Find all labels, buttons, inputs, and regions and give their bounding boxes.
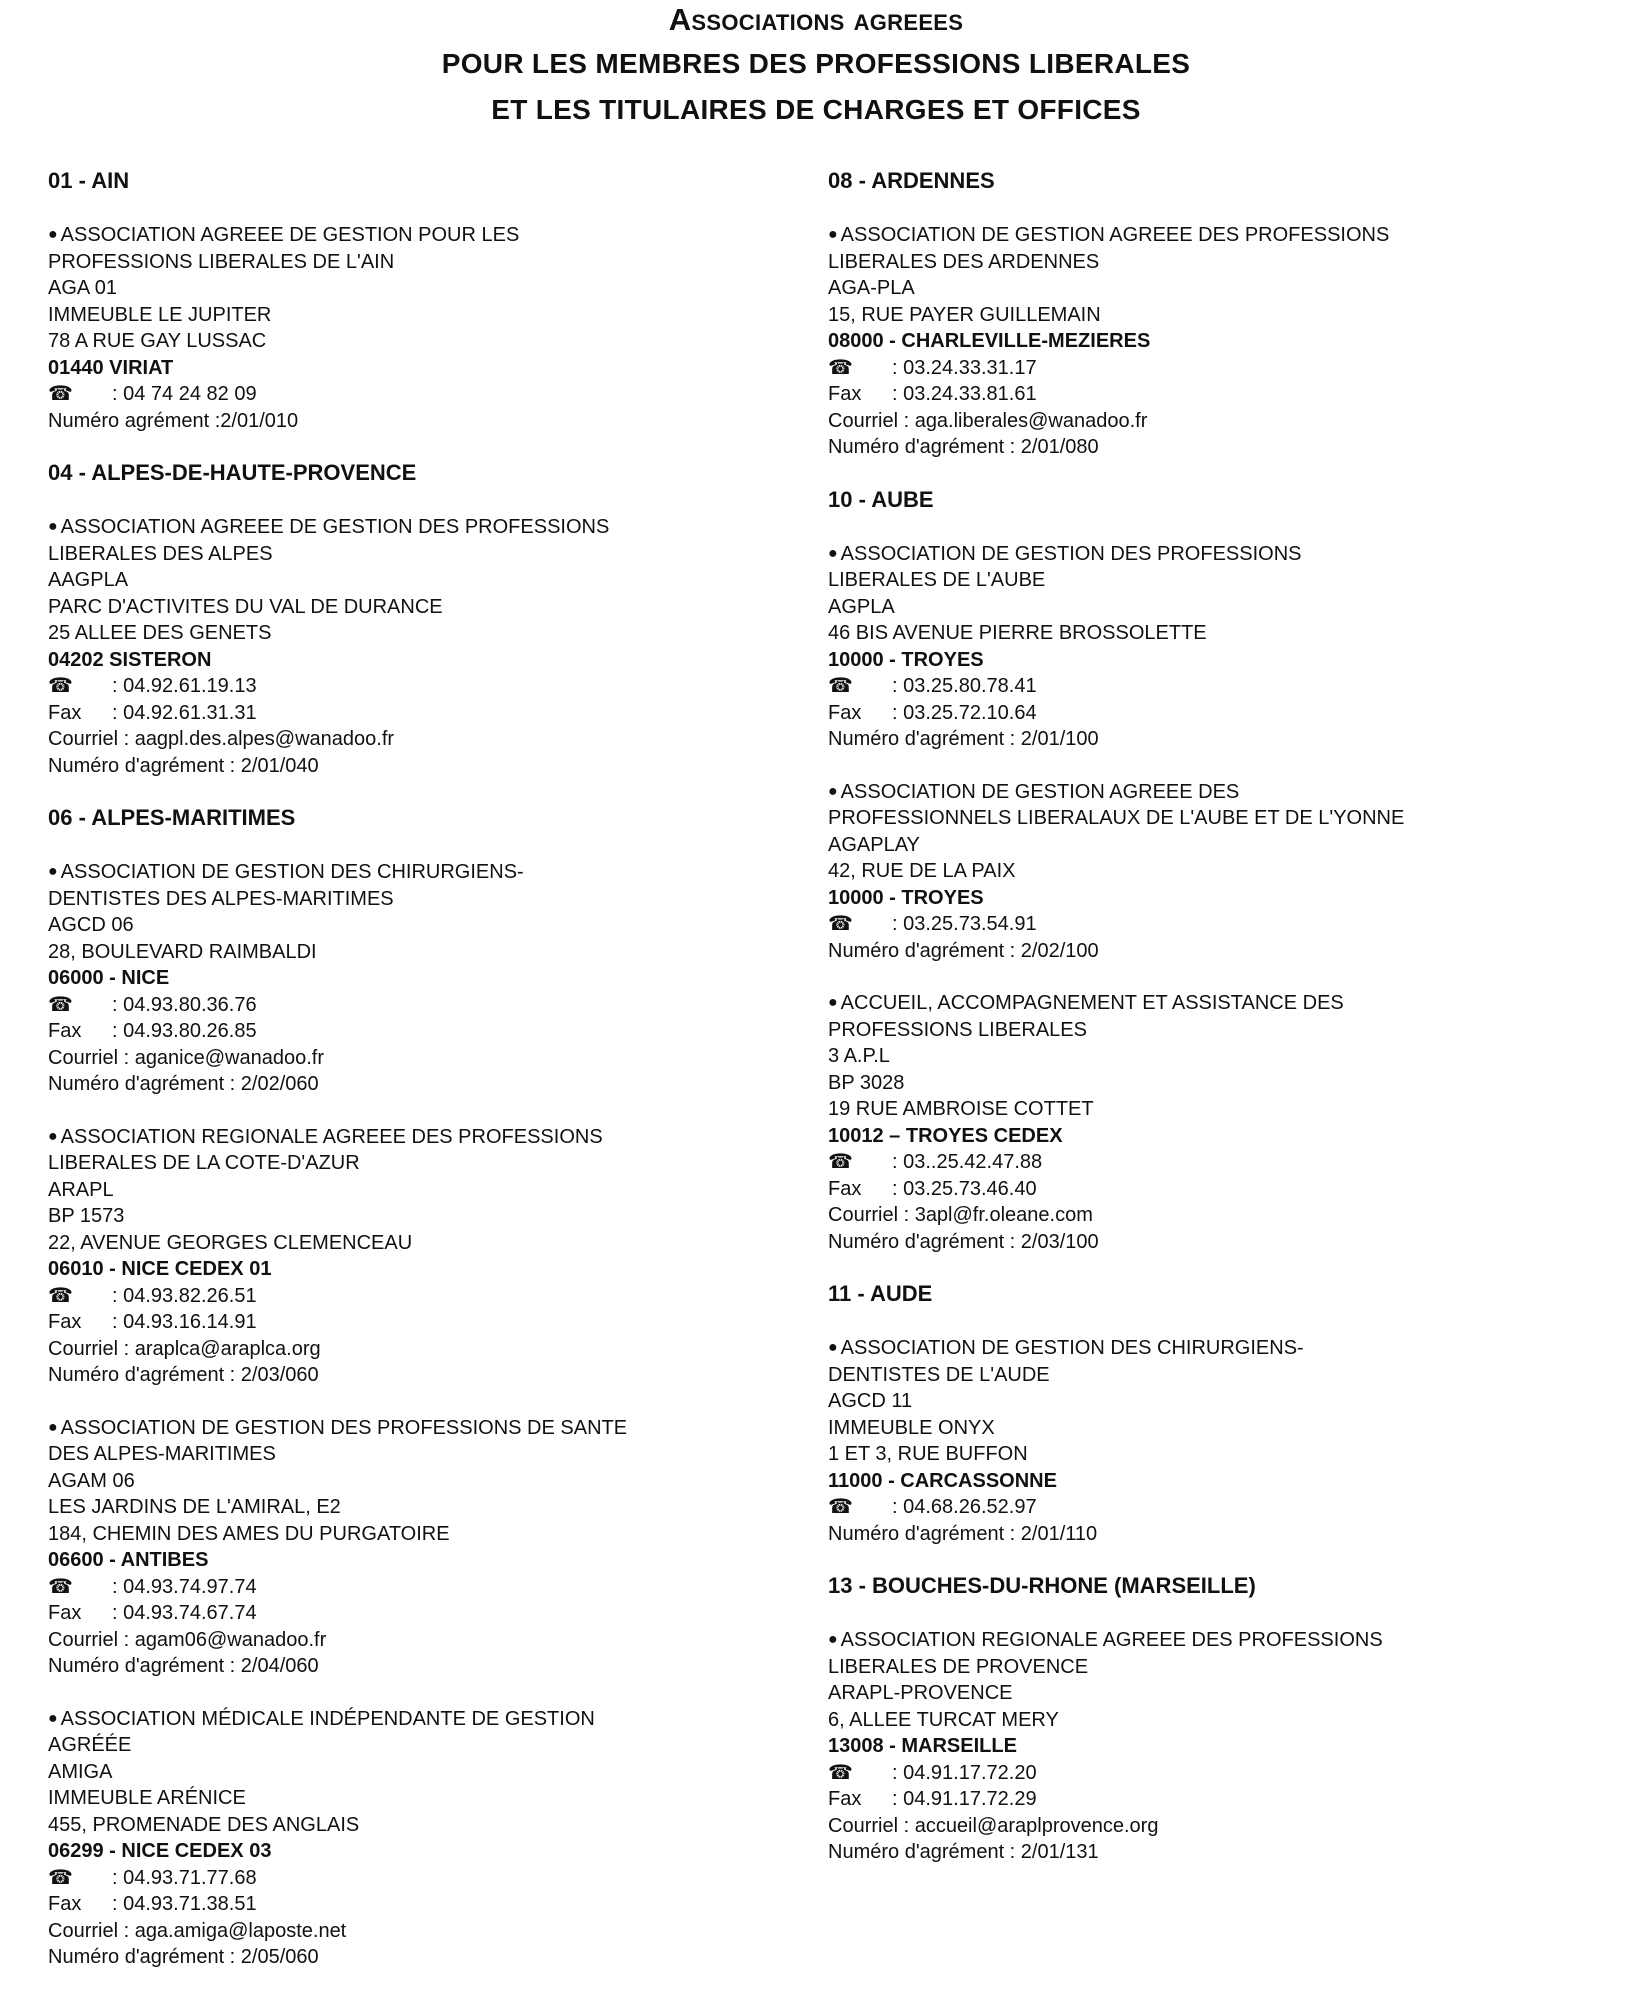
address-line: 6, ALLEE TURCAT MERY [828, 1708, 1059, 1731]
address-line: 25 ALLEE DES GENETS [48, 622, 272, 644]
fax-number: : 04.92.61.31.31 [112, 701, 257, 724]
bullet-icon: ● [828, 782, 838, 800]
association-name: ASSOCIATION REGIONALE AGREEE DES PROFESSIONS [60, 1125, 603, 1148]
association-entry [828, 1335, 1598, 1547]
association-name-cont: DENTISTES DE L'AUDE [828, 1363, 1050, 1386]
fax-label: Fax [828, 1788, 862, 1810]
phone-number: : 03.25.80.78.41 [892, 675, 1037, 697]
email: Courriel : aga.amiga@laposte.net [48, 1919, 347, 1942]
phone-number: : 04.92.61.19.13 [112, 675, 257, 697]
section-heading: 04 - ALPES-DE-HAUTE-PROVENCE [48, 460, 417, 485]
page-subtitle-1: POUR LES MEMBRES DES PROFESSIONS LIBERALES [441, 48, 1191, 79]
address-line: 1 ET 3, RUE BUFFON [828, 1443, 1028, 1465]
address-line: 19 RUE AMBROISE COTTET [828, 1098, 1094, 1120]
association-name: ASSOCIATION AGREEE DE GESTION DES PROFESSIONS [60, 516, 610, 538]
association-entry [828, 990, 1598, 1255]
association-name: ASSOCIATION DE GESTION DES CHIRURGIENS- [840, 1337, 1304, 1359]
fax-label: Fax [48, 1311, 82, 1333]
section-heading: 10 - AUBE [828, 486, 934, 512]
association-name-cont: LIBERALES DE PROVENCE [828, 1655, 1089, 1678]
city: 11000 - CARCASSONNE [828, 1469, 1057, 1492]
bullet-icon: ● [48, 1127, 58, 1145]
address-line: BP 3028 [828, 1071, 905, 1094]
phone-number: : 03..25.42.47.88 [892, 1151, 1043, 1173]
association-name-cont: AGRÉÉE [48, 1734, 132, 1756]
association-name-cont: LIBERALES DES ALPES [48, 542, 273, 565]
association-entry [48, 859, 818, 1098]
email: Courriel : 3apl@fr.oleane.com [828, 1204, 1093, 1226]
association-entry [828, 222, 1598, 461]
agrement-number: Numéro d'agrément : 2/03/060 [48, 1364, 319, 1386]
address-line: IMMEUBLE LE JUPITER [48, 303, 272, 326]
phone-icon: ☎ [48, 383, 73, 405]
phone-number: : 04.93.80.36.76 [112, 993, 257, 1016]
acronym: AGAM 06 [48, 1469, 135, 1492]
bullet-icon: ● [48, 226, 58, 243]
agrement-number: Numéro d'agrément : 2/01/040 [48, 754, 319, 777]
agrement-number: Numéro d'agrément : 2/01/110 [828, 1522, 1098, 1545]
acronym: AGCD 06 [48, 914, 134, 936]
phone-number: : 04 74 24 82 09 [112, 383, 257, 405]
fax-label: Fax [828, 701, 862, 724]
section-heading: 08 - ARDENNES [828, 168, 995, 193]
association-name: ASSOCIATION DE GESTION DES PROFESSIONS DE SANTE [60, 1416, 628, 1439]
fax-number: : 04.93.74.67.74 [112, 1602, 257, 1624]
fax-label: Fax [48, 1893, 82, 1915]
address-line: 46 BIS AVENUE PIERRE BROSSOLETTE [828, 622, 1207, 644]
agrement-number: Numéro d'agrément : 2/01/100 [828, 728, 1099, 750]
association-entry [48, 222, 818, 434]
city: 06600 - ANTIBES [48, 1549, 209, 1571]
association-name-cont: LIBERALES DE LA COTE-D'AZUR [48, 1152, 360, 1174]
address-line: BP 1573 [48, 1205, 125, 1227]
acronym: AGPLA [828, 595, 895, 618]
agrement-number: Numéro d'agrément : 2/01/080 [828, 436, 1099, 458]
acronym: AAGPLA [48, 569, 129, 591]
address-line: PARC D'ACTIVITES DU VAL DE DURANCE [48, 595, 443, 618]
phone-icon: ☎ [828, 913, 853, 935]
association-entry [48, 1706, 818, 1971]
acronym: AGCD 11 [828, 1390, 913, 1412]
city: 08000 - CHARLEVILLE-MEZIERES [828, 330, 1151, 352]
acronym: ARAPL-PROVENCE [828, 1682, 1013, 1704]
acronym: AGA-PLA [828, 277, 915, 299]
acronym: ARAPL [48, 1178, 114, 1201]
city: 10000 - TROYES [828, 886, 984, 909]
phone-icon: ☎ [828, 1151, 853, 1173]
agrement-number: Numéro d'agrément : 2/02/060 [48, 1073, 319, 1095]
email: Courriel : aganice@wanadoo.fr [48, 1046, 325, 1069]
right-column [828, 168, 1598, 1892]
bullet-icon: ● [828, 544, 838, 562]
bullet-icon: ● [828, 226, 838, 243]
city: 06299 - NICE CEDEX 03 [48, 1840, 272, 1862]
fax-label: Fax [48, 1602, 82, 1624]
address-line: 455, PROMENADE DES ANGLAIS [48, 1813, 360, 1836]
city: 06010 - NICE CEDEX 01 [48, 1258, 272, 1280]
fax-number: : 03.25.73.46.40 [892, 1177, 1037, 1200]
agrement-number: Numéro d'agrément : 2/05/060 [48, 1946, 319, 1968]
address-line: 184, CHEMIN DES AMES DU PURGATOIRE [48, 1522, 450, 1545]
acronym: AGA 01 [48, 277, 117, 299]
association-name: ASSOCIATION DE GESTION AGREEE DES [840, 780, 1240, 803]
city: 10000 - TROYES [828, 648, 984, 671]
phone-number: : 03.24.33.31.17 [892, 356, 1037, 379]
association-name: ACCUEIL, ACCOMPAGNEMENT ET ASSISTANCE DES [840, 992, 1344, 1014]
association-name: ASSOCIATION REGIONALE AGREEE DES PROFESSIONS [840, 1629, 1383, 1651]
agrement-number: Numéro d'agrément : 2/02/100 [828, 939, 1099, 962]
section-heading: 13 - BOUCHES-DU-RHONE (MARSEILLE) [828, 1573, 1256, 1598]
address-line: IMMEUBLE ONYX [828, 1416, 995, 1439]
acronym: 3 A.P.L [828, 1045, 890, 1067]
page-subtitle-2: ET LES TITULAIRES DE CHARGES ET OFFICES [491, 94, 1141, 125]
acronym: AGAPLAY [828, 833, 920, 856]
city: 01440 VIRIAT [48, 356, 174, 379]
email: Courriel : agam06@wanadoo.fr [48, 1628, 327, 1651]
association-entry [828, 541, 1598, 753]
association-name: ASSOCIATION DE GESTION AGREEE DES PROFESSIONS [840, 224, 1390, 246]
association-name-cont: PROFESSIONS LIBERALES DE L'AIN [48, 250, 395, 273]
fax-number: : 04.91.17.72.29 [892, 1788, 1037, 1810]
association-name: ASSOCIATION DE GESTION DES CHIRURGIENS- [60, 861, 524, 883]
address-line: 22, AVENUE GEORGES CLEMENCEAU [48, 1231, 413, 1254]
fax-number: : 04.93.16.14.91 [112, 1311, 257, 1333]
address-line: 42, RUE DE LA PAIX [828, 860, 1016, 882]
address-line: LES JARDINS DE L'AMIRAL, E2 [48, 1496, 341, 1518]
association-name: ASSOCIATION AGREEE DE GESTION POUR LES [60, 224, 520, 246]
association-entry [48, 1124, 818, 1389]
fax-number: : 03.25.72.10.64 [892, 701, 1037, 724]
city: 13008 - MARSEILLE [828, 1735, 1017, 1757]
association-entry [828, 779, 1598, 965]
email: Courriel : accueil@araplprovence.org [828, 1814, 1159, 1837]
section-heading: 01 - AIN [48, 168, 130, 193]
fax-label: Fax [828, 1177, 862, 1200]
phone-number: : 04.93.71.77.68 [112, 1866, 257, 1889]
agrement-number: Numéro d'agrément : 2/04/060 [48, 1655, 319, 1677]
association-name-cont: PROFESSIONS LIBERALES [828, 1018, 1087, 1041]
city: 10012 – TROYES CEDEX [828, 1124, 1063, 1147]
fax-number: : 03.24.33.81.61 [892, 383, 1037, 405]
phone-number: : 03.25.73.54.91 [892, 913, 1037, 935]
bullet-icon: ● [48, 863, 58, 880]
bullet-icon: ● [48, 1418, 58, 1436]
agrement-number: Numéro agrément :2/01/010 [48, 409, 299, 432]
association-name-cont: DES ALPES-MARITIMES [48, 1443, 276, 1465]
fax-number: : 04.93.80.26.85 [112, 1020, 257, 1042]
bullet-icon: ● [48, 1709, 58, 1727]
association-name-cont: LIBERALES DE L'AUBE [828, 569, 1046, 591]
fax-label: Fax [828, 383, 862, 405]
bullet-icon: ● [828, 1631, 838, 1648]
agrement-number: Numéro d'agrément : 2/01/131 [828, 1841, 1099, 1863]
phone-icon: ☎ [48, 993, 73, 1016]
email: Courriel : araplca@araplca.org [48, 1337, 321, 1360]
city: 04202 SISTERON [48, 648, 212, 671]
association-entry [48, 514, 818, 779]
city: 06000 - NICE [48, 967, 170, 989]
address-line: 28, BOULEVARD RAIMBALDI [48, 940, 317, 963]
agrement-number: Numéro d'agrément : 2/03/100 [828, 1230, 1099, 1253]
phone-icon: ☎ [48, 1575, 73, 1598]
address-line: IMMEUBLE ARÉNICE [48, 1787, 246, 1809]
phone-number: : 04.93.82.26.51 [112, 1284, 257, 1307]
phone-number: : 04.93.74.97.74 [112, 1575, 257, 1598]
fax-number: : 04.93.71.38.51 [112, 1893, 257, 1915]
association-name-cont: DENTISTES DES ALPES-MARITIMES [48, 887, 394, 910]
fax-label: Fax [48, 701, 82, 724]
association-entry [828, 1627, 1598, 1866]
bullet-icon: ● [828, 994, 838, 1011]
bullet-icon: ● [48, 518, 58, 535]
bullet-icon: ● [828, 1339, 838, 1356]
acronym: AMIGA [48, 1760, 113, 1783]
page-title: Associations agreees [668, 2, 964, 37]
fax-label: Fax [48, 1020, 82, 1042]
phone-icon: ☎ [48, 1866, 73, 1889]
phone-icon: ☎ [48, 1284, 73, 1307]
association-name: ASSOCIATION MÉDICALE INDÉPENDANTE DE GESTION [60, 1707, 595, 1730]
phone-number: : 04.68.26.52.97 [892, 1496, 1037, 1518]
association-name-cont: LIBERALES DES ARDENNES [828, 250, 1100, 273]
email: Courriel : aga.liberales@wanadoo.fr [828, 409, 1148, 432]
association-name-cont: PROFESSIONNELS LIBERALAUX DE L'AUBE ET DE L'YONNE [828, 807, 1405, 829]
phone-number: : 04.91.17.72.20 [892, 1761, 1037, 1784]
email: Courriel : aagpl.des.alpes@wanadoo.fr [48, 728, 395, 750]
phone-icon: ☎ [828, 356, 853, 379]
phone-icon: ☎ [828, 675, 853, 697]
phone-icon: ☎ [48, 675, 73, 697]
association-name: ASSOCIATION DE GESTION DES PROFESSIONS [840, 542, 1302, 565]
left-column [48, 168, 818, 1997]
association-entry [48, 1415, 818, 1680]
address-line: 78 A RUE GAY LUSSAC [48, 330, 267, 352]
section-heading: 11 - AUDE [828, 1281, 933, 1306]
section-heading: 06 - ALPES-MARITIMES [48, 805, 296, 830]
phone-icon: ☎ [828, 1761, 853, 1784]
phone-icon: ☎ [828, 1496, 853, 1518]
address-line: 15, RUE PAYER GUILLEMAIN [828, 303, 1101, 326]
